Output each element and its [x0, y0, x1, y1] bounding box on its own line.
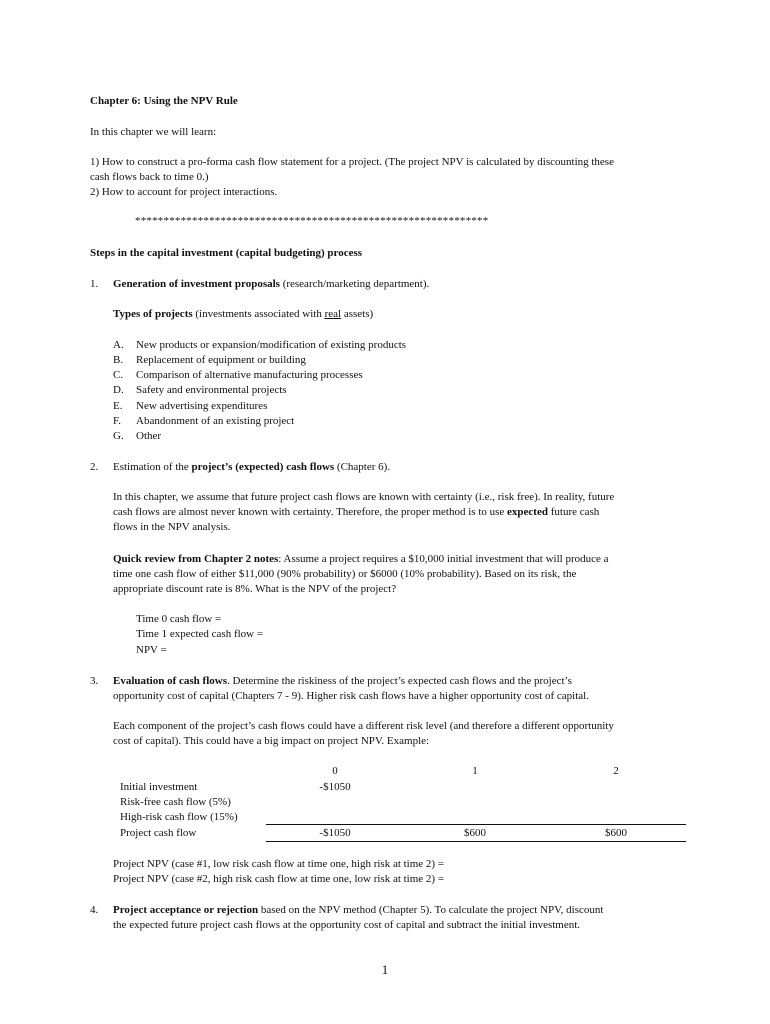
table-row-label: Initial investment: [120, 781, 198, 793]
npv-case-2: Project NPV (case #2, high risk cash flow at time one, low risk at time 2) =: [113, 873, 445, 885]
step-3-number: 3.: [90, 675, 99, 687]
calc-time0: Time 0 cash flow =: [136, 613, 222, 625]
risk-para-line-1: Each component of the project’s cash flows could have a different risk level (and therefore a different opportunity: [113, 720, 614, 732]
calc-npv: NPV =: [136, 644, 167, 656]
page-title: Chapter 6: Using the NPV Rule: [90, 95, 238, 107]
npv-case-1: Project NPV (case #1, low risk cash flow at time one, high risk at time 2) =: [113, 858, 445, 870]
types-of-projects: Types of projects (investments associated with real assets): [113, 308, 374, 320]
step-3-heading: Evaluation of cash flows. Determine the riskiness of the project’s expected cash flows and the project’s: [113, 675, 572, 687]
step-2-heading: Estimation of the project’s (expected) cash flows (Chapter 6).: [113, 461, 391, 473]
step-1-heading: Generation of investment proposals (research/marketing department).: [113, 278, 430, 290]
risk-para-line-2: cost of capital). This could have a big impact on project NPV. Example:: [113, 735, 430, 747]
certainty-para-line-1: In this chapter, we assume that future project cash flows are known with certainty (i.e., risk free). In reality, future: [113, 491, 615, 503]
table-divider-bottom: [266, 841, 686, 842]
quick-review-line-3: appropriate discount rate is 8%. What is the NPV of the project?: [113, 583, 397, 595]
cash-flow-table: [118, 764, 686, 844]
learn-item-1-line-2: cash flows back to time 0.): [90, 171, 209, 183]
table-cell: $600: [464, 827, 486, 839]
certainty-para-line-3: flows in the NPV analysis.: [113, 521, 231, 533]
table-divider-top: [266, 824, 686, 825]
page-number: 1: [381, 962, 389, 977]
quick-review-line-2: time one cash flow of either $11,000 (90% probability) or $6000 (10% probability). Based on its risk, the: [113, 568, 577, 580]
quick-review-line-1: Quick review from Chapter 2 notes: Assume a project requires a $10,000 initial investment that will produce a: [113, 553, 609, 565]
table-header-2: 2: [613, 765, 619, 777]
table-cell: $600: [605, 827, 627, 839]
step-4-heading: Project acceptance or rejection based on the NPV method (Chapter 5). To calculate the project NPV, discount: [113, 904, 604, 916]
learn-item-2: 2) How to account for project interactions.: [90, 186, 278, 198]
intro-text: In this chapter we will learn:: [90, 126, 217, 138]
step-1-number: 1.: [90, 278, 99, 290]
document-page: Chapter 6: Using the NPV Rule In this chapter we will learn: 1) How to construct a pro-forma cash flow statement for a project. (The project NPV is calculated by discounting these cash flows back to time 0.) 2) How to account for project interactions. ************************************************************** Steps in the capital investment (capital budgeting) process 1. Generation of investment proposals (research/marketing department). Types of projects (investments associated with real assets) A. New products or expansion/modification of existing products B. Replacement of equipment or building C. Comparison of alternative manufacturing processes D. Safety and environmental projects E. New advertising expenditures F. Abandonment of an existing project G. Other 2. Estimation of the project’s (expected) cash flows (Chapter 6). In this chapter, we assume that future project cash flows are known with certainty (i.e., risk free). In reality, future cash flows are almost never known with certainty. Therefore, the proper method is to use expected future cash flows in the NPV analysis. Quick review from Chapter 2 notes: Assume a project requires a $10,000 initial investment that will produce a time one cash flow of either $11,000 (90% probability) or $6000 (10% probability). Based on its risk, the appropriate discount rate is 8%. What is the NPV of the project? Time 0 cash flow = Time 1 expected cash flow = NPV = 3. Evaluation of cash flows. Determine the riskiness of the project’s expected cash flows and the project’s opportunity cost of capital (Chapters 7 - 9). Higher risk cash flows have a higher opportunity cost of capital. Each component of the project’s cash flows could have a different risk level (and therefore a different opportunity cost of capital). This could have a big impact on project NPV. Example: 0 1 2 Initial investment -$1050 Risk-free cash flow (5%) High-risk cash flow (15%) Project cash flow -$1050 $600 $600 Project NPV (case #1, low risk cash flow at time one, high risk at time 2) = Project NPV (case #2, high risk cash flow at time one, low risk at time 2) = 4. Project acceptance or rejection based on the NPV method (Chapter 5). To calculate the project NPV, discount the expected future project cash flows at the opportunity cost of capital and subtract the initial investment. 1: [0, 0, 770, 1024]
step-4-number: 4.: [90, 904, 99, 916]
step-2-number: 2.: [90, 461, 99, 473]
table-row-label: High-risk cash flow (15%): [120, 811, 238, 823]
table-cell: -$1050: [319, 781, 351, 793]
table-header-1: 1: [472, 765, 478, 777]
table-header-0: 0: [332, 765, 338, 777]
separator-stars: **************************************************************: [135, 215, 489, 227]
step-3-line-2: opportunity cost of capital (Chapters 7 - 9). Higher risk cash flows have a higher opportunity cost of capital.: [113, 690, 589, 702]
certainty-para-line-2: cash flows are almost never known with certainty. Therefore, the proper method is to use expected future cash: [113, 506, 600, 518]
learn-item-1-line-1: 1) How to construct a pro-forma cash flow statement for a project. (The project NPV is calculated by discounting these: [90, 156, 614, 168]
step-4-line-2: the expected future project cash flows at the opportunity cost of capital and subtract the initial investment.: [113, 919, 581, 931]
calc-time1: Time 1 expected cash flow =: [136, 628, 264, 640]
table-cell: -$1050: [319, 827, 351, 839]
table-row-label: Project cash flow: [120, 827, 197, 839]
steps-heading: Steps in the capital investment (capital budgeting) process: [90, 247, 363, 259]
table-row-label: Risk-free cash flow (5%): [120, 796, 231, 808]
